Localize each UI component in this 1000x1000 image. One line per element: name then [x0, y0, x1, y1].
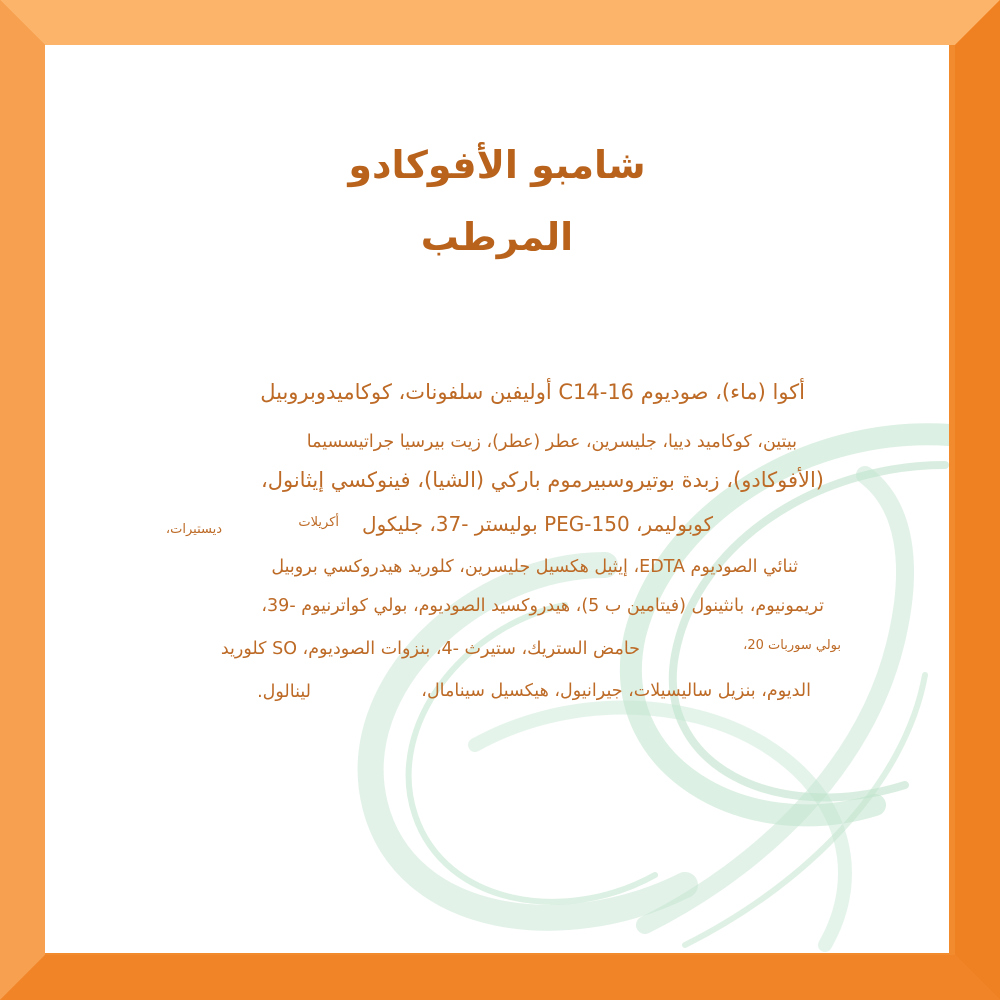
ingredients-line-2: بيتين، كوكاميد دييا، جليسرين، عطر (عطر)، زيت بيرسيا جراتيسسيما: [306, 432, 797, 452]
ingredients-line-3: (الأفوكادو)، زبدة بوتيروسبيرموم باركي (الشيا)، فينوكسي إيثانول،: [260, 468, 824, 492]
ingredients-line-7-main: حامض الستريك، ستيرث -4، بنزوات الصوديوم، SO كلوريد: [220, 639, 640, 659]
ingredients-line-4-main: كوبوليمر، PEG-150 بوليستر -37، جليكول: [362, 512, 713, 536]
ingredients-line-8-left: لينالول.: [257, 682, 311, 702]
ingredients-line-8-right: الديوم، بنزيل ساليسيلات، جيرانيول، هيكسيل سينامال،: [421, 681, 811, 701]
ingredients-line-4-small-right: أكريلات: [298, 515, 339, 530]
content-panel: [45, 45, 949, 953]
product-title-line-2: المرطب: [420, 215, 574, 259]
ingredients-line-4-small-left: ديستيرات،: [165, 522, 222, 537]
product-title-line-1: شامبو الأفوكادو: [348, 143, 646, 187]
ingredients-line-7-small-right: بولي سوربات 20،: [743, 638, 841, 653]
ingredients-line-6: تريمونيوم، بانثينول (فيتامين ب 5)، هيدروكسيد الصوديوم، بولي كواترنيوم -39،: [261, 596, 824, 616]
ingredients-line-5: ثنائي الصوديوم EDTA، إيثيل هكسيل جليسرين، كلوريد هيدروكسي بروبيل: [271, 557, 798, 577]
ingredients-line-1: أكوا (ماء)، صوديوم C14-16 أوليفين سلفونات، كوكاميدوبروبيل: [260, 380, 805, 404]
